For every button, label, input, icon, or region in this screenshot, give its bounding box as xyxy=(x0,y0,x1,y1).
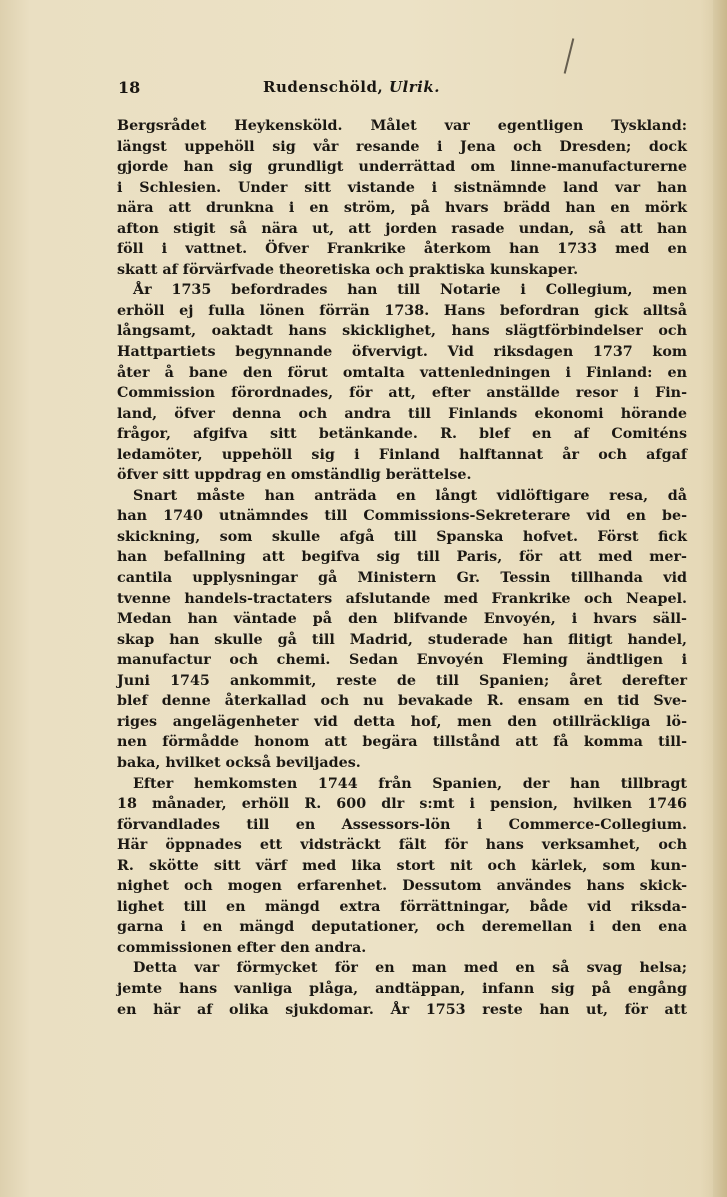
paragraph-start-line: Efter hemkomsten 1744 från Spanien, der han tillbragt xyxy=(133,775,687,792)
text-line: manufactur och chemi. Sedan Envoyén Fleming ändtligen i xyxy=(117,652,687,669)
text-line: baka, hvilket också beviljades. xyxy=(117,754,361,771)
text-line: en här af olika sjukdomar. År 1753 reste han ut, för att xyxy=(117,1001,687,1018)
text-line: R. skötte sitt värf med lika stort nit och kärlek, som kun- xyxy=(117,857,687,874)
text-line: skatt af förvärfvade theoretiska och praktiska kunskaper. xyxy=(117,261,579,278)
page-edge xyxy=(713,0,727,1197)
text-line: erhöll ej fulla lönen förrän 1738. Hans befordran gick alltså xyxy=(117,302,687,319)
page-number: 18 xyxy=(118,78,141,97)
text-line: gjorde han sig grundligt underrättad om linne-manufacturerne xyxy=(117,159,687,176)
text-line: åter å bane den förut omtalta vattenledningen i Finland: en xyxy=(117,364,687,381)
text-line: Hattpartiets begynnande öfvervigt. Vid riksdagen 1737 kom xyxy=(117,344,687,361)
text-line: 18 månader, erhöll R. 600 dlr s:mt i pension, hvilken 1746 xyxy=(117,796,687,813)
text-line: nighet och mogen erfarenhet. Dessutom användes hans skick- xyxy=(117,878,687,895)
text-line: riges angelägenheter vid detta hof, men den otillräckliga lö- xyxy=(117,713,687,730)
text-line: blef denne återkallad och nu bevakade R. ensam en tid Sve- xyxy=(117,693,687,710)
text-line: tvenne handels-tractaters afslutande med Frankrike och Neapel. xyxy=(117,590,687,607)
text-line: längst uppehöll sig vår resande i Jena och Dresden; dock xyxy=(117,138,687,155)
text-line: öfver sitt uppdrag en omständlig berättelse. xyxy=(117,467,472,484)
paragraph-start-line: Snart måste han anträda en långt vidlöftigare resa, då xyxy=(133,487,687,504)
page-header xyxy=(118,78,678,102)
running-head xyxy=(263,78,440,96)
text-line: Här öppnades ett vidsträckt fält för hans verksamhet, och xyxy=(117,837,687,854)
text-line: skickning, som skulle afgå till Spanska hofvet. Först fick xyxy=(117,528,687,545)
text-line: lighet till en mängd extra förrättningar, både vid riksda- xyxy=(117,898,687,915)
text-line: han 1740 utnämndes till Commissions-Sekreterare vid en be- xyxy=(117,508,687,525)
text-line: garna i en mängd deputationer, och deremellan i den ena xyxy=(117,919,687,936)
running-head-given: Ulrik. xyxy=(388,78,440,96)
text-line: Medan han väntade på den blifvande Envoyén, i hvars säll- xyxy=(117,611,687,628)
running-head-name: Rudenschöld, xyxy=(263,78,384,96)
paragraph-start-line: Detta var förmycket för en man med en så svag helsa; xyxy=(133,960,687,977)
text-line: skap han skulle gå till Madrid, studerade han flitigt handel, xyxy=(117,631,687,648)
text-line: föll i vattnet. Öfver Frankrike återkom han 1733 med en xyxy=(117,241,687,258)
text-line: han befallning att begifva sig till Paris, för att med mer- xyxy=(117,549,687,566)
text-line: Commission förordnades, för att, efter anställde resor i Fin- xyxy=(117,385,687,402)
text-line: förvandlades till en Assessors-lön i Commerce-Collegium. xyxy=(117,816,687,833)
text-line: cantila upplysningar gå Ministern Gr. Tessin tillhanda vid xyxy=(117,570,687,587)
text-line: ledamöter, uppehöll sig i Finland halftannat år och afgaf xyxy=(117,446,687,463)
paragraph-start-line: År 1735 befordrades han till Notarie i Collegium, men xyxy=(133,282,687,299)
text-line: långsamt, oaktadt hans skicklighet, hans slägtförbindelser och xyxy=(117,323,687,340)
text-line: frågor, afgifva sitt betänkande. R. blef en af Comiténs xyxy=(117,426,687,443)
text-line: Bergsrådet Heykensköld. Målet var egentligen Tyskland: xyxy=(117,118,687,134)
text-line: commissionen efter den andra. xyxy=(117,939,367,956)
pencil-mark xyxy=(564,38,575,73)
text-line: jemte hans vanliga plåga, andtäppan, infann sig på engång xyxy=(117,980,687,997)
text-line: nära att drunkna i en ström, på hvars brädd han en mörk xyxy=(117,200,687,217)
text-line: Juni 1745 ankommit, reste de till Spanien; året derefter xyxy=(117,672,687,689)
text-line: nen förmådde honom att begära tillstånd att få komma till- xyxy=(117,734,687,751)
text-line: land, öfver denna och andra till Finlands ekonomi hörande xyxy=(117,405,687,422)
text-line: afton stigit så nära ut, att jorden rasade undan, så att han xyxy=(117,220,687,237)
text-line: i Schlesien. Under sitt vistande i sistnämnde land var han xyxy=(117,179,687,196)
body-text xyxy=(117,116,687,1020)
